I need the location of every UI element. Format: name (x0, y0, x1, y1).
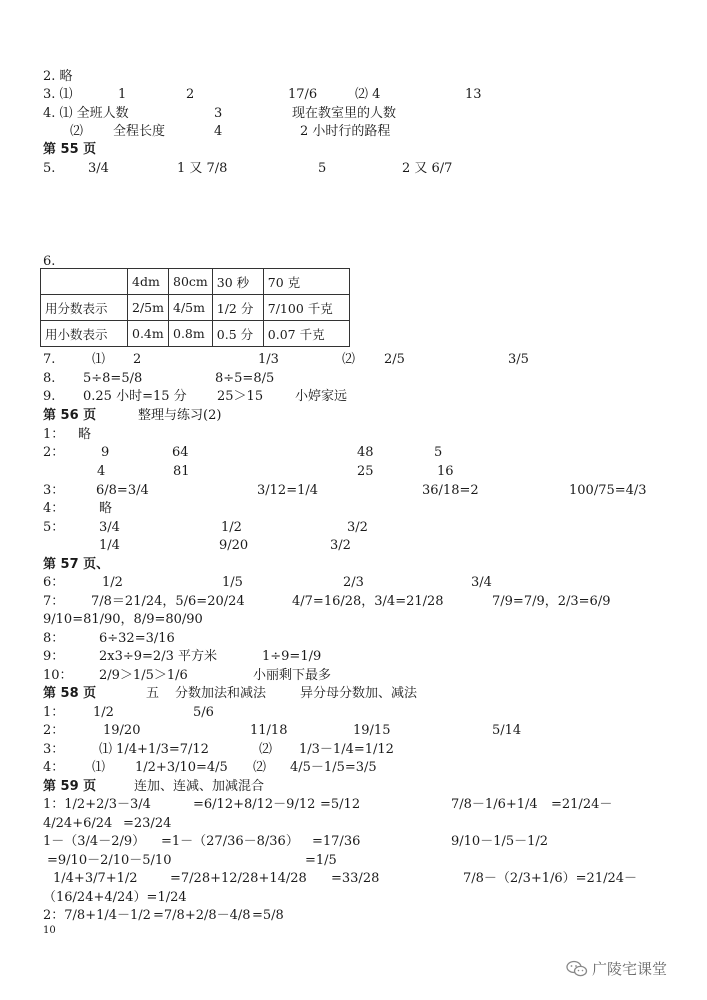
r2-ans7: 25 (357, 464, 374, 479)
r3-ans4: 100/75=4/3 (569, 483, 647, 498)
q3-num: 3. ⑴ (43, 87, 73, 102)
u7-step: =7/8+2/8－4/8 (153, 908, 251, 923)
u1-step: =6/12+8/12－9/12 (193, 797, 316, 812)
p55-ans2: 1 又 7/8 (177, 161, 228, 176)
q7-ans1: 2 (133, 352, 142, 367)
p55-q5: 5. (43, 161, 56, 176)
s6-ans2: 1/5 (222, 575, 243, 590)
u3-expr: 1－（3/4－2/9） (43, 834, 146, 849)
u1-expr: 1：1/2+2/3－3/4 (43, 797, 151, 812)
r5-ans3: 3/2 (347, 520, 368, 535)
t2-num: 2： (43, 723, 65, 738)
q6-table (40, 268, 350, 347)
q4-ans4: 4 (214, 124, 223, 139)
s10-num: 10： (43, 668, 73, 683)
t3-ans2: 1/3－1/4=1/12 (299, 742, 394, 757)
u2-result: =23/24 (123, 816, 172, 831)
t1-ans2: 5/6 (193, 705, 214, 720)
q7-num: 7. (43, 352, 56, 367)
r2-ans6: 81 (173, 464, 190, 479)
r2-ans4: 5 (434, 445, 443, 460)
q2: 2. 略 (43, 69, 73, 84)
p55-ans1: 3/4 (88, 161, 109, 176)
q8-num: 8. (43, 371, 56, 386)
u3-step: =1－（27/36－8/36） (161, 834, 299, 849)
u7-expr: 2：7/8+1/4－1/2 (43, 908, 151, 923)
s8-num: 8： (43, 631, 65, 646)
t2-ans4: 5/14 (492, 723, 522, 738)
t3-num: 3： (43, 742, 65, 757)
table-cell: 70 克 (263, 269, 349, 295)
u6-step: （16/24+4/24）=1/24 (43, 890, 187, 905)
u5-step: =7/28+12/28+14/28 (170, 871, 307, 886)
r2-num: 2： (43, 445, 65, 460)
t3-ans1: ⑴ 1/4+1/3=7/12 (99, 742, 209, 757)
r5-ans2: 1/2 (221, 520, 242, 535)
t1-ans1: 1/2 (93, 705, 114, 720)
q6-label: 6. (43, 254, 56, 269)
s6-ans4: 3/4 (471, 575, 492, 590)
r5-ans6: 3/2 (330, 538, 351, 553)
page-58-topic: 异分母分数加、减法 (300, 686, 418, 701)
table-cell: 1/2 分 (212, 295, 263, 321)
table-cell: 用小数表示 (41, 321, 128, 347)
s10-ans1: 2/9＞1/5＞1/6 (99, 668, 188, 683)
s6-num: 6： (43, 575, 65, 590)
t2-ans3: 19/15 (353, 723, 391, 738)
u7-result: =5/8 (252, 908, 284, 923)
r2-ans5: 4 (97, 464, 106, 479)
q4-sub2: ⑵ (70, 124, 84, 139)
s6-ans3: 2/3 (343, 575, 364, 590)
table-cell: 0.4m (128, 321, 169, 347)
q4-ans1: 3 (214, 106, 223, 121)
table-cell: 0.5 分 (212, 321, 263, 347)
s7-ans1: 7/8＝21/24，5/6=20/24 (91, 594, 245, 609)
r2-ans2: 64 (172, 445, 189, 460)
table-row (41, 321, 350, 347)
p55-ans3: 5 (318, 161, 327, 176)
t4-ans2: 4/5－1/5=3/5 (290, 760, 377, 775)
s8-ans: 6÷32=3/16 (99, 631, 175, 646)
s9-ans2: 1÷9=1/9 (262, 649, 322, 664)
u1-step2: =21/24－ (551, 797, 613, 812)
r3-ans2: 3/12=1/4 (257, 483, 319, 498)
r4-ans: 略 (99, 501, 113, 516)
q7-sub1: ⑴ (92, 352, 106, 367)
r5-num: 5： (43, 520, 65, 535)
q3-ans3: 17/6 (288, 87, 318, 102)
table-cell: 2/5m (128, 295, 169, 321)
r2-ans8: 16 (437, 464, 454, 479)
table-row (41, 295, 350, 321)
page-number: 10 (43, 925, 56, 936)
r5-ans4: 1/4 (99, 538, 120, 553)
q7-sub2: ⑵ (342, 352, 356, 367)
r5-ans1: 3/4 (99, 520, 120, 535)
page-59-heading: 第 59 页 (43, 779, 97, 794)
s9-num: 9： (43, 649, 65, 664)
t4-sub1: ⑴ (92, 760, 106, 775)
s7-num: 7： (43, 594, 65, 609)
s10-ans2: 小丽剩下最多 (253, 668, 332, 683)
q9-ans3: 小婷家远 (295, 389, 348, 404)
page-58-unit-title: 分数加法和减法 (175, 686, 267, 701)
r3-num: 3： (43, 483, 65, 498)
q4-ans3: 全程长度 (113, 124, 166, 139)
table-cell: 30 秒 (212, 269, 263, 295)
watermark (566, 958, 667, 979)
u1-expr2: 7/8－1/6+1/4 (451, 797, 538, 812)
page-58-heading: 第 58 页 (43, 686, 97, 701)
t2-ans2: 11/18 (250, 723, 288, 738)
u5-expr2: 7/8－（2/3+1/6）=21/24－ (463, 871, 638, 886)
s6-ans1: 1/2 (102, 575, 123, 590)
page-55-heading: 第 55 页 (43, 142, 97, 157)
watermark-text: 广陵宅课堂 (592, 960, 668, 978)
table-cell: 7/100 千克 (263, 295, 349, 321)
q8-ans1: 5÷8=5/8 (83, 371, 143, 386)
page-58-unit: 五 (146, 686, 160, 701)
r2-ans1: 9 (101, 445, 110, 460)
wechat-icon (566, 960, 588, 978)
table-cell: 用分数表示 (41, 295, 128, 321)
r5-ans5: 9/20 (219, 538, 249, 553)
table-cell: 80cm (169, 269, 213, 295)
t4-sub2: ⑵ (253, 760, 267, 775)
r3-ans3: 36/18=2 (422, 483, 479, 498)
s9-ans1: 2x3÷9=2/3 平方米 (99, 649, 217, 664)
q7-ans3: 2/5 (384, 352, 405, 367)
table-row (41, 269, 350, 295)
t4-num: 4： (43, 760, 65, 775)
s7-ans3: 7/9=7/9，2/3=6/9 (492, 594, 611, 609)
u3-result: =17/36 (312, 834, 361, 849)
u2-step: 4/24+6/24 (43, 816, 113, 831)
t1-num: 1： (43, 705, 65, 720)
p55-ans4: 2 又 6/7 (402, 161, 453, 176)
u4-result: =1/5 (305, 853, 337, 868)
page-56-title: 整理与练习(2) (138, 408, 222, 423)
t4-ans1: 1/2+3/10=4/5 (135, 760, 228, 775)
q4-ans2: 现在教室里的人数 (292, 106, 397, 121)
q9-num: 9. (43, 389, 56, 404)
q3-ans5: 13 (465, 87, 482, 102)
q8-ans2: 8÷5=8/5 (215, 371, 275, 386)
r1-num: 1： (43, 427, 65, 442)
q9-ans2: 25＞15 (217, 389, 264, 404)
u3-expr2: 9/10－1/5－1/2 (451, 834, 549, 849)
table-cell: 0.07 千克 (263, 321, 349, 347)
q7-ans2: 1/3 (258, 352, 279, 367)
r3-ans1: 6/8=3/4 (96, 483, 149, 498)
page-57-heading: 第 57 页、 (43, 557, 110, 572)
page-59-title: 连加、连减、加减混合 (134, 779, 265, 794)
table-cell: 4/5m (169, 295, 213, 321)
u5-result: =33/28 (331, 871, 380, 886)
t2-ans1: 19/20 (103, 723, 141, 738)
q4-ans5: 2 小时行的路程 (300, 124, 391, 139)
q7-ans4: 3/5 (508, 352, 529, 367)
table-cell: 0.8m (169, 321, 213, 347)
q4-line1: 4. ⑴ 全班人数 (43, 106, 129, 121)
q3-ans2: 2 (186, 87, 195, 102)
r4-num: 4： (43, 501, 65, 516)
r2-ans3: 48 (357, 445, 374, 460)
s7-ans2: 4/7=16/28，3/4=21/28 (292, 594, 444, 609)
table-cell: 4dm (128, 269, 169, 295)
page-56-heading: 第 56 页 (43, 408, 97, 423)
s7-ans4: 9/10=81/90，8/9=80/90 (43, 612, 203, 627)
q3-ans4: ⑵ 4 (355, 87, 381, 102)
u5-expr: 1/4+3/7+1/2 (53, 871, 138, 886)
t3-sub2: ⑵ (259, 742, 273, 757)
u4-step: =9/10－2/10－5/10 (47, 853, 172, 868)
q3-ans1: 1 (118, 87, 127, 102)
table-cell (41, 269, 128, 295)
q9-ans1: 0.25 小时=15 分 (83, 389, 187, 404)
r1-ans: 略 (78, 427, 92, 442)
u1-result: =5/12 (320, 797, 361, 812)
